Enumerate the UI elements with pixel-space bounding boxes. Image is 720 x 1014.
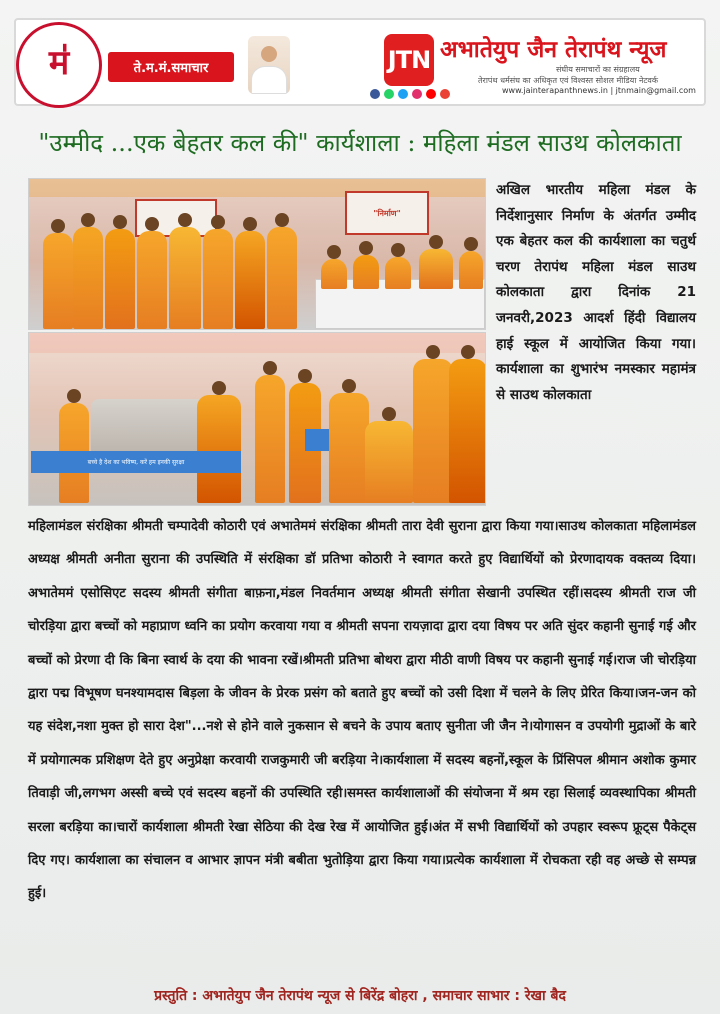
telegram-icon: [398, 89, 408, 99]
event-photo-bottom: [28, 332, 486, 506]
header-banner: [14, 18, 706, 106]
social-icons: [370, 89, 450, 99]
article-intro: अखिल भारतीय महिला मंडल के निर्देशानुसार निर्माण के अंतर्गत उम्मीद एक बेहतर कल की कार्यशाला का चतुर्थ चरण तेरापंथ महिला मंडल साउथ कोलकाता द्वारा दिनांक 21 जनवरी,2023 आदर्श हिंदी विद्यालय हाई स्कूल में आयोजित किया गया। कार्यशाला का शुभारंभ नमस्कार महामंत्र से साउथ कोलकाता: [496, 182, 696, 403]
acharya-portrait: [248, 36, 290, 94]
youtube-icon: [426, 89, 436, 99]
facebook-icon: [370, 89, 380, 99]
news-tag: ते.म.मं.समाचार: [108, 52, 234, 82]
jtn-logo: JTN: [384, 34, 434, 86]
brand-title: अभातेयुप जैन तेरापंथ न्यूज: [440, 36, 667, 63]
instagram-icon: [412, 89, 422, 99]
brand-description: तेरापंथ धर्मसंघ का अधिकृत एवं विश्वस्त सोशल मीडिया नेटवर्क: [478, 76, 659, 85]
google-icon: [440, 89, 450, 99]
brand-url: www.jainterapanthnews.in | jtnmain@gmail.com: [502, 86, 696, 95]
tmm-logo: [16, 22, 102, 108]
article-body: महिलामंडल संरक्षिका श्रीमती चम्पादेवी कोठारी एवं अभातेममं संरक्षिका श्रीमती तारा देवी सुराना द्वारा किया गया।साउथ कोलकाता महिलामंडल अध्यक्ष श्रीमती अनीता सुराना की उपस्थिति में संरक्षिका डॉ प्रतिभा कोठारी ने स्वागत करते हुए विद्यार्थियों को प्रेरणादायक वक्तव्य दिया।अभातेममं एसोसिएट सदस्य श्रीमती संगीता बाफ़ना,मंडल निवर्तमान अध्यक्ष श्रीमती संगीता सेखानी उपस्थित रहीं।सदस्य श्रीमती राज जी चोरड़िया द्वारा बच्चों को महाप्राण ध्वनि का प्रयोग करवाया गया व श्रीमती सपना रायज़ादा द्वारा दया विषय पर अति सुंदर कहानी सुनाई गई और बच्चों को प्रेरणा दी कि बिना स्वार्थ के दया की भावना रखें।श्रीमती प्रतिभा बोथरा द्वारा मीठी वाणी विषय पर कहानी सुनाई गई।राज जी चोरड़िया द्वारा पद्म विभूषण घनश्यामदास बिड़ला के जीवन के प्रेरक प्रसंग को बताते हुए बच्चों को उसी दिशा में चलने के लिए प्रेरित किया।जन-जन को यह संदेश,नशा मुक्त हो सारा देश"...नशे से होने वाले नुकसान से बचने के उपाय बताए सुनीता जी जैन ने।योगासन व उपयोगी मुद्राओं के बारे में प्रयोगात्मक प्रशिक्षण देते हुए अनुप्रेक्षा करवायी राजकुमारी जी बरड़िया ने।कार्यशाला में सदस्य बहनों,स्कूल के प्रिंसिपल श्रीमान अशोक कुमार तिवाड़ी जी,लगभग अस्सी बच्चे एवं सदस्य बहनों की उपस्थिति रही।समस्त कार्यशालाओं की संयोजना में श्रम रहा सिलाई व्यवस्थापिका श्रीमती सरला बरड़िया का।चारों कार्यशाला श्रीमती रेखा सेठिया की देख रेख में आयोजित हुई।अंत में सभी विद्यार्थियों को उपहार स्वरूप फ्रूट्स पैकेट्स दिए गए। कार्यशाला का संचालन व आभार ज्ञापन मंत्री बबीता भुतोड़िया द्वारा किया गया।प्रत्येक कार्यशाला में रोचकता रही वह अच्छे से सम्पन्न हुई।: [28, 519, 696, 902]
article-credit: प्रस्तुति : अभातेयुप जैन तेरापंथ न्यूज से बिरेंद्र बोहरा , समाचार साभार : रेखा बैद: [154, 988, 566, 1004]
whatsapp-icon: [384, 89, 394, 99]
photo1-banner: "निर्माण": [345, 191, 429, 235]
logo-mark-icon: म॑: [48, 43, 70, 83]
headline: "उम्मीद ...एक बेहतर कल की" कार्यशाला : महिला मंडल साउथ कोलकाता: [38, 129, 682, 157]
photo2-banner: बच्चे है देश का भविष्य, करें हम इनकी सुरक्षा: [31, 451, 241, 473]
event-photo-top: [28, 178, 486, 330]
brand-tagline: संघीय समाचारों का संग्रहालय: [556, 65, 640, 74]
